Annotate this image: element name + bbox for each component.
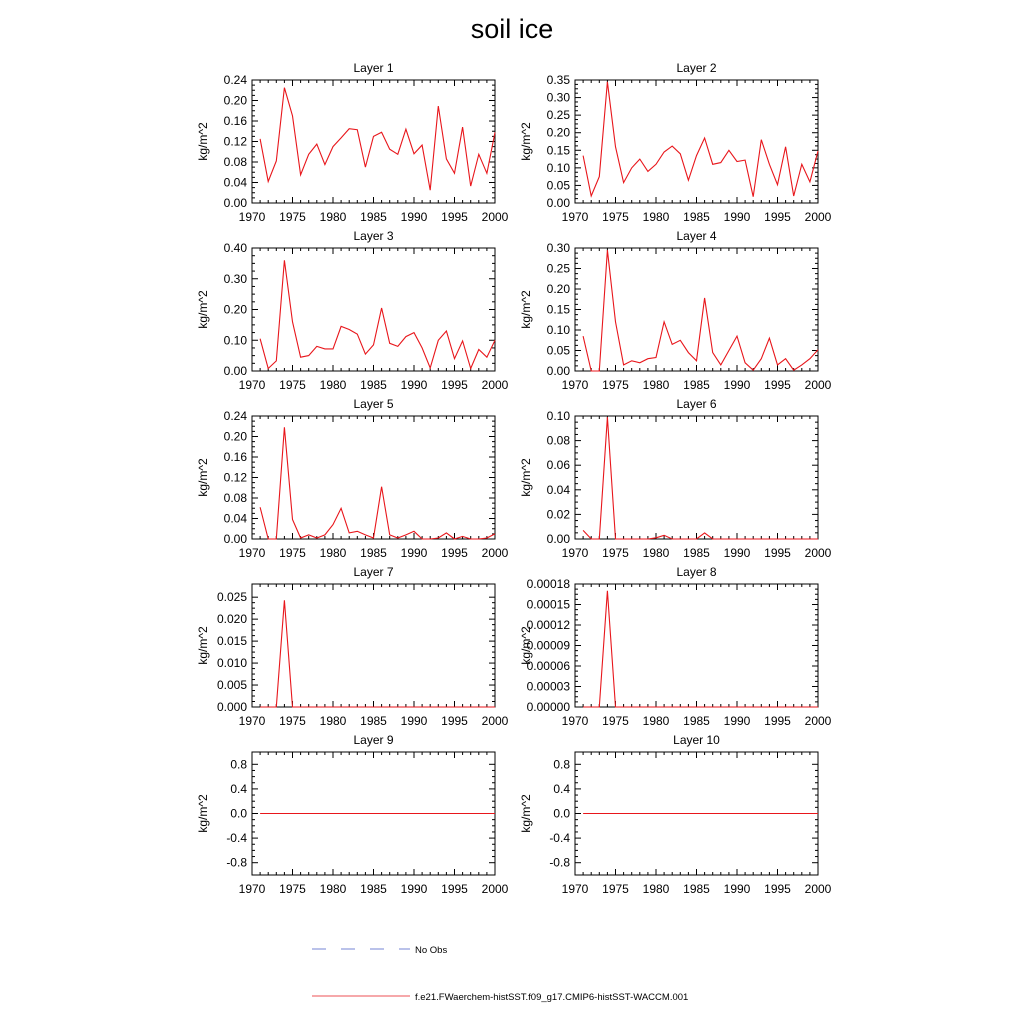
layer-6-xtick-label: 2000 bbox=[804, 546, 832, 560]
layer-7-xtick-label: 1970 bbox=[238, 714, 266, 728]
layer-9-title: Layer 9 bbox=[353, 733, 394, 747]
layer-7-xtick-label: 1975 bbox=[279, 714, 306, 728]
layer-2-ytick-label: 0.00 bbox=[546, 196, 570, 210]
layer-5-ylabel: kg/m^2 bbox=[196, 458, 210, 497]
layer-8-xtick-label: 1995 bbox=[764, 714, 791, 728]
layer-4-ytick-label: 0.05 bbox=[546, 343, 570, 358]
layer-7-xtick-label: 1990 bbox=[400, 714, 428, 728]
layer-5-ytick-label: 0.08 bbox=[223, 491, 247, 505]
layer-7-ytick-label: 0.000 bbox=[216, 700, 247, 714]
layer-8-xtick-label: 1990 bbox=[723, 714, 751, 728]
layer-4-ytick-label: 0.30 bbox=[546, 241, 570, 255]
layer-6-ylabel: kg/m^2 bbox=[519, 458, 533, 497]
layer-7-ytick-label: 0.025 bbox=[216, 590, 247, 605]
layer-8-xtick-label: 1985 bbox=[683, 714, 710, 728]
layer-2-xtick-label: 1975 bbox=[602, 210, 629, 224]
layer-7-xtick-label: 1985 bbox=[360, 714, 387, 728]
layer-6-title: Layer 6 bbox=[676, 397, 717, 411]
layer-5-series-line bbox=[260, 427, 495, 539]
layer-1-ylabel: kg/m^2 bbox=[196, 122, 210, 161]
layer-1-title: Layer 1 bbox=[353, 61, 394, 75]
layer-4-ytick-label: 0.25 bbox=[546, 261, 570, 276]
layer-1-xtick-label: 1995 bbox=[441, 210, 468, 224]
layer-10-ytick-label: -0.8 bbox=[549, 855, 570, 870]
layer-5-ytick-label: 0.20 bbox=[223, 429, 247, 444]
layer-7-title: Layer 7 bbox=[353, 565, 394, 579]
layer-5-xtick-label: 1975 bbox=[279, 546, 306, 560]
layer-1-ytick-label: 0.16 bbox=[223, 114, 247, 128]
layer-3-title: Layer 3 bbox=[353, 229, 394, 243]
layer-2-xtick-label: 1985 bbox=[683, 210, 710, 224]
layer-3-xtick-label: 1985 bbox=[360, 378, 387, 392]
layer-1-ytick-label: 0.20 bbox=[223, 93, 247, 108]
layer-2-ytick-label: 0.15 bbox=[546, 143, 570, 158]
layer-5-ytick-label: 0.16 bbox=[223, 450, 247, 464]
layer-5-xtick-label: 2000 bbox=[481, 546, 509, 560]
layer-1-ytick-label: 0.12 bbox=[223, 134, 247, 149]
layer-3-series-line bbox=[260, 260, 495, 368]
layer-7-ylabel: kg/m^2 bbox=[196, 626, 210, 665]
layer-10-xtick-label: 1985 bbox=[683, 882, 710, 896]
layer-5-ytick-label: 0.12 bbox=[223, 470, 247, 485]
layer-8-xtick-label: 2000 bbox=[804, 714, 832, 728]
layer-5-xtick-label: 1980 bbox=[319, 546, 347, 560]
layer-6-xtick-label: 1985 bbox=[683, 546, 710, 560]
layer-1-xtick-label: 1975 bbox=[279, 210, 306, 224]
layer-4-xtick-label: 1990 bbox=[723, 378, 751, 392]
layer-3-ytick-label: 0.00 bbox=[223, 364, 247, 378]
layer-9-xtick-label: 1985 bbox=[360, 882, 387, 896]
layer-5-ytick-label: 0.00 bbox=[223, 532, 247, 546]
layer-3-ylabel: kg/m^2 bbox=[196, 290, 210, 329]
layer-4-xtick-label: 1970 bbox=[561, 378, 589, 392]
layer-2-xtick-label: 1990 bbox=[723, 210, 751, 224]
layer-10-xtick-label: 1975 bbox=[602, 882, 629, 896]
layer-4-ylabel: kg/m^2 bbox=[519, 290, 533, 329]
layer-2-xtick-label: 2000 bbox=[804, 210, 832, 224]
layer-4-ytick-label: 0.00 bbox=[546, 364, 570, 378]
layer-6-ytick-label: 0.00 bbox=[546, 532, 570, 546]
layer-9-xtick-label: 1970 bbox=[238, 882, 266, 896]
layer-4-xtick-label: 2000 bbox=[804, 378, 832, 392]
layer-2-ylabel: kg/m^2 bbox=[519, 122, 533, 161]
legend-model-label: f.e21.FWaerchem-histSST.f09_g17.CMIP6-histSST-WACCM.001 bbox=[415, 992, 689, 1003]
layer-10-title: Layer 10 bbox=[673, 733, 720, 747]
layer-4-xtick-label: 1980 bbox=[642, 378, 670, 392]
layer-2-ytick-label: 0.20 bbox=[546, 125, 570, 140]
layer-3-ytick-label: 0.30 bbox=[223, 271, 247, 286]
layer-6-xtick-label: 1975 bbox=[602, 546, 629, 560]
layer-5-title: Layer 5 bbox=[353, 397, 394, 411]
layer-8-title: Layer 8 bbox=[676, 565, 717, 579]
chart-title: soil ice bbox=[470, 14, 554, 44]
layer-6-ytick-label: 0.06 bbox=[546, 458, 570, 473]
layer-2-xtick-label: 1970 bbox=[561, 210, 589, 224]
layer-8-ytick-label: 0.00000 bbox=[526, 700, 570, 714]
layer-4-ytick-label: 0.20 bbox=[546, 282, 570, 296]
layer-5-xtick-label: 1985 bbox=[360, 546, 387, 560]
layer-7-ytick-label: 0.005 bbox=[216, 678, 247, 693]
layer-1-xtick-label: 1985 bbox=[360, 210, 387, 224]
layer-2-ytick-label: 0.05 bbox=[546, 178, 570, 193]
layer-2-ytick-label: 0.35 bbox=[546, 73, 570, 87]
layer-4-ytick-label: 0.15 bbox=[546, 302, 570, 317]
layer-6-series-line bbox=[583, 417, 818, 539]
layer-8-ylabel: kg/m^2 bbox=[519, 626, 533, 665]
layer-1-ytick-label: 0.04 bbox=[223, 175, 247, 190]
layer-10-ytick-label: 0.4 bbox=[553, 781, 570, 796]
layer-6-xtick-label: 1970 bbox=[561, 546, 589, 560]
layer-1-xtick-label: 1980 bbox=[319, 210, 347, 224]
layer-3-xtick-label: 1970 bbox=[238, 378, 266, 392]
layer-4-xtick-label: 1985 bbox=[683, 378, 710, 392]
layer-2-ytick-label: 0.25 bbox=[546, 108, 570, 123]
layer-8-ytick-label: 0.00018 bbox=[526, 577, 570, 591]
layer-10-ytick-label: 0.0 bbox=[553, 806, 570, 821]
layer-9-xtick-label: 1995 bbox=[441, 882, 468, 896]
layer-1-xtick-label: 2000 bbox=[481, 210, 509, 224]
layer-6-xtick-label: 1995 bbox=[764, 546, 791, 560]
layer-1-ytick-label: 0.08 bbox=[223, 155, 247, 169]
layer-10-ytick-label: 0.8 bbox=[553, 757, 570, 772]
layer-3-xtick-label: 1975 bbox=[279, 378, 306, 392]
layer-9-ytick-label: -0.4 bbox=[226, 831, 247, 846]
layer-10-xtick-label: 1995 bbox=[764, 882, 791, 896]
layer-9-xtick-label: 1980 bbox=[319, 882, 347, 896]
layer-7-ytick-label: 0.020 bbox=[216, 612, 247, 627]
layer-10-xtick-label: 1990 bbox=[723, 882, 751, 896]
layer-10-ylabel: kg/m^2 bbox=[519, 794, 533, 833]
layer-6-ytick-label: 0.02 bbox=[546, 507, 570, 522]
layer-2-xtick-label: 1995 bbox=[764, 210, 791, 224]
layer-1-ytick-label: 0.00 bbox=[223, 196, 247, 210]
layer-3-ytick-label: 0.40 bbox=[223, 241, 247, 255]
layer-2-xtick-label: 1980 bbox=[642, 210, 670, 224]
layer-6-ytick-label: 0.08 bbox=[546, 433, 570, 448]
layer-2-ytick-label: 0.30 bbox=[546, 90, 570, 105]
layer-10-xtick-label: 1970 bbox=[561, 882, 589, 896]
layer-9-ytick-label: 0.0 bbox=[230, 806, 247, 821]
layer-4-series-line bbox=[583, 250, 818, 371]
layer-8-ytick-label: 0.00012 bbox=[526, 618, 570, 632]
layer-9-ytick-label: 0.4 bbox=[230, 781, 247, 796]
layer-9-xtick-label: 1975 bbox=[279, 882, 306, 896]
layer-6-ytick-label: 0.04 bbox=[546, 482, 570, 497]
layer-5-ytick-label: 0.24 bbox=[223, 409, 247, 423]
layer-8-xtick-label: 1975 bbox=[602, 714, 629, 728]
layer-1-plot-frame bbox=[252, 80, 495, 203]
layer-6-ytick-label: 0.10 bbox=[546, 409, 570, 423]
layer-2-plot-frame bbox=[575, 80, 818, 203]
layer-9-xtick-label: 2000 bbox=[481, 882, 509, 896]
layer-10-xtick-label: 1980 bbox=[642, 882, 670, 896]
layer-9-xtick-label: 1990 bbox=[400, 882, 428, 896]
layer-7-xtick-label: 1995 bbox=[441, 714, 468, 728]
layer-3-ytick-label: 0.10 bbox=[223, 333, 247, 348]
layer-9-ytick-label: -0.8 bbox=[226, 855, 247, 870]
legend-no-obs-label: No Obs bbox=[415, 945, 448, 956]
layer-8-xtick-label: 1970 bbox=[561, 714, 589, 728]
layer-8-series-line bbox=[583, 591, 818, 707]
layer-4-plot-frame bbox=[575, 248, 818, 371]
layer-3-xtick-label: 1990 bbox=[400, 378, 428, 392]
layer-7-ytick-label: 0.015 bbox=[216, 634, 247, 649]
layer-3-xtick-label: 1980 bbox=[319, 378, 347, 392]
layer-8-xtick-label: 1980 bbox=[642, 714, 670, 728]
layer-1-series-line bbox=[260, 88, 495, 191]
layer-5-xtick-label: 1990 bbox=[400, 546, 428, 560]
layer-3-plot-frame bbox=[252, 248, 495, 371]
layer-3-xtick-label: 2000 bbox=[481, 378, 509, 392]
layer-6-xtick-label: 1980 bbox=[642, 546, 670, 560]
layer-2-ytick-label: 0.10 bbox=[546, 160, 570, 175]
layer-5-xtick-label: 1970 bbox=[238, 546, 266, 560]
layer-7-xtick-label: 1980 bbox=[319, 714, 347, 728]
layer-9-ytick-label: 0.8 bbox=[230, 757, 247, 772]
layer-9-ylabel: kg/m^2 bbox=[196, 794, 210, 833]
layer-8-ytick-label: 0.00003 bbox=[526, 679, 570, 694]
layer-7-plot-frame bbox=[252, 584, 495, 707]
layer-2-title: Layer 2 bbox=[676, 61, 717, 75]
layer-6-xtick-label: 1990 bbox=[723, 546, 751, 560]
layer-5-ytick-label: 0.04 bbox=[223, 511, 247, 526]
layer-7-xtick-label: 2000 bbox=[481, 714, 509, 728]
layer-8-ytick-label: 0.00015 bbox=[526, 597, 570, 612]
layer-4-xtick-label: 1975 bbox=[602, 378, 629, 392]
layer-4-ytick-label: 0.10 bbox=[546, 323, 570, 337]
layer-4-xtick-label: 1995 bbox=[764, 378, 791, 392]
layer-10-ytick-label: -0.4 bbox=[549, 831, 570, 846]
layer-3-ytick-label: 0.20 bbox=[223, 302, 247, 317]
layer-2-series-line bbox=[583, 82, 818, 197]
layer-8-ytick-label: 0.00006 bbox=[526, 659, 570, 673]
layer-1-xtick-label: 1970 bbox=[238, 210, 266, 224]
layer-7-series-line bbox=[260, 600, 495, 707]
layer-4-title: Layer 4 bbox=[676, 229, 717, 243]
layer-3-xtick-label: 1995 bbox=[441, 378, 468, 392]
layer-8-ytick-label: 0.00009 bbox=[526, 638, 570, 653]
layer-10-xtick-label: 2000 bbox=[804, 882, 832, 896]
layer-1-ytick-label: 0.24 bbox=[223, 73, 247, 87]
layer-5-xtick-label: 1995 bbox=[441, 546, 468, 560]
layer-1-xtick-label: 1990 bbox=[400, 210, 428, 224]
layer-7-ytick-label: 0.010 bbox=[216, 656, 247, 671]
